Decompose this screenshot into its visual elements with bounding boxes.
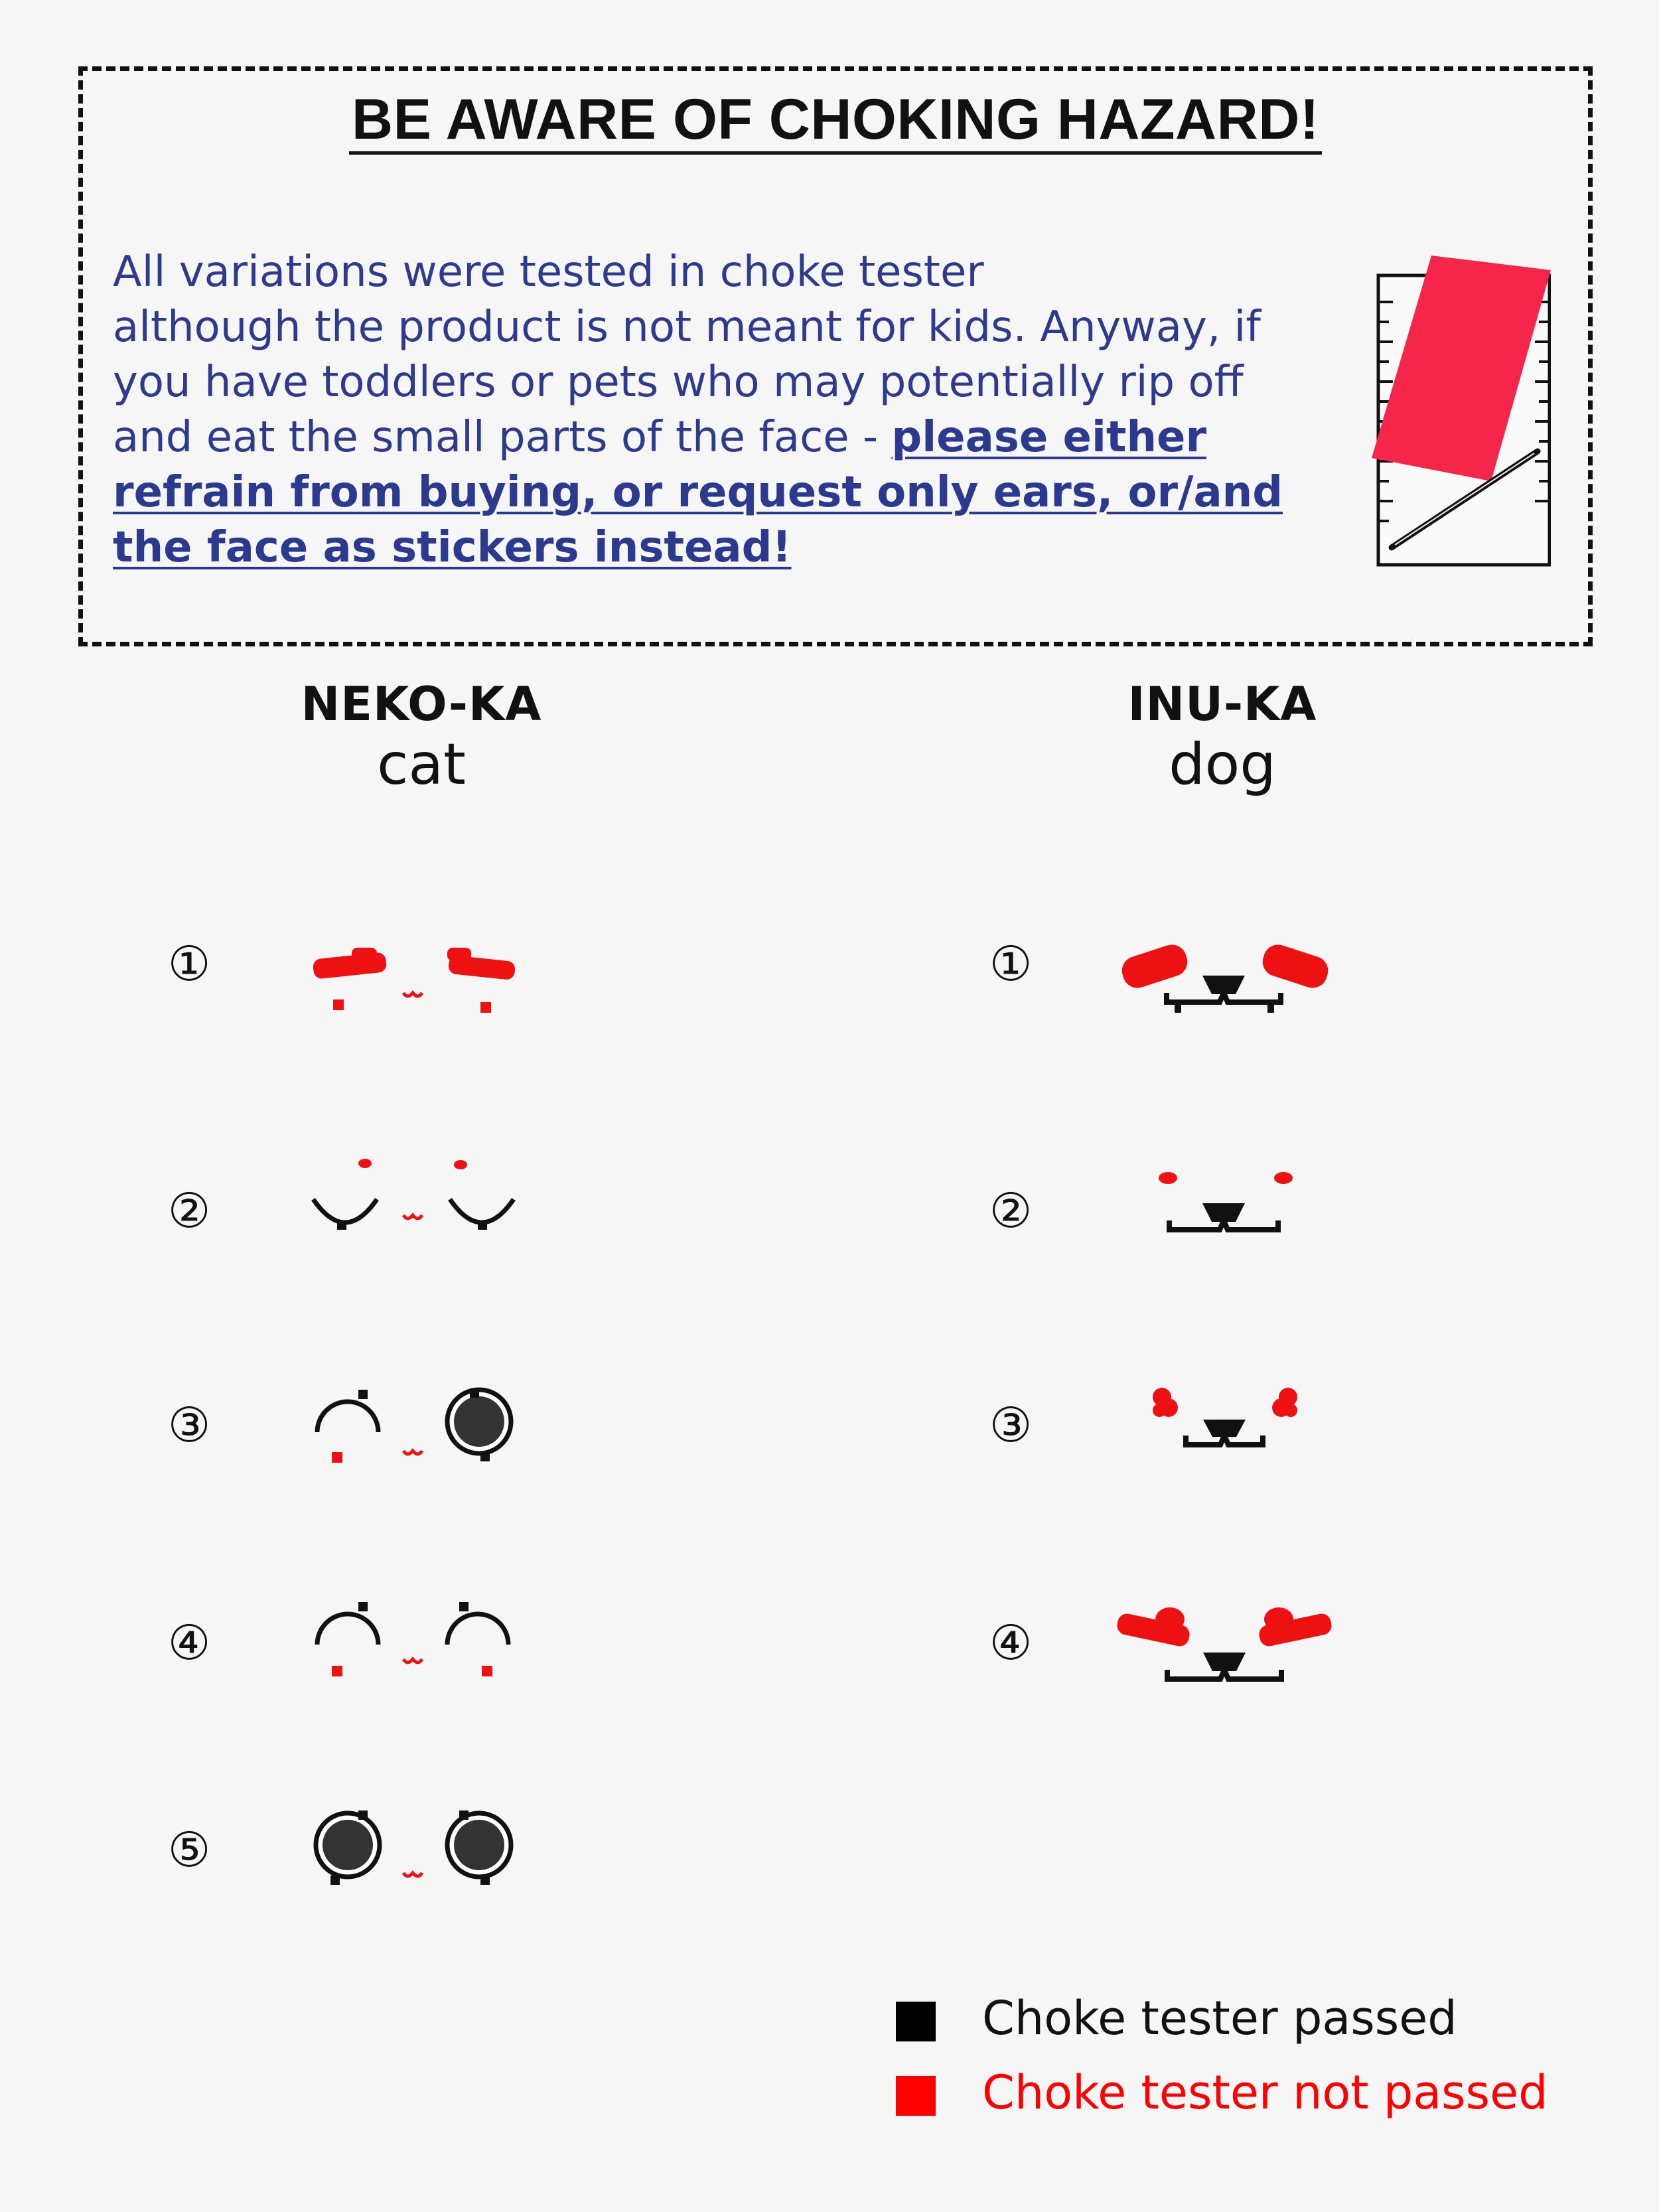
cat-name: NEKO-KA [301, 677, 542, 731]
dog-face-1 [1115, 929, 1334, 1029]
cat-face-4 [305, 1593, 518, 1686]
dog-face-2 [1121, 1165, 1327, 1251]
dog-variant-number-4: ④ [989, 1615, 1033, 1670]
legend-passed-label: Choke tester passed [982, 1991, 1457, 2045]
dog-variant-number-2: ② [989, 1183, 1033, 1238]
dog-subtitle: dog [1169, 731, 1276, 798]
notice-title-wrap [83, 87, 1588, 153]
dog-face-3 [1131, 1377, 1317, 1463]
notice-body [113, 245, 1413, 575]
notice-line-5-emphasis: refrain from buying, or request only ears, or/and [113, 468, 1283, 517]
notice-line-6-emphasis: the face as stickers instead! [113, 523, 792, 572]
cat-subtitle: cat [377, 731, 466, 798]
dog-variant-number-3: ③ [989, 1397, 1033, 1453]
dog-name: INU-KA [1127, 677, 1317, 731]
cat-variant-number-1: ① [167, 936, 211, 992]
notice-line-4-plain: and eat the small parts of the face - [113, 413, 892, 462]
cat-face-2 [305, 1151, 518, 1244]
cat-face-3 [305, 1380, 518, 1473]
cat-variant-number-4: ④ [167, 1615, 211, 1670]
legend-passed-swatch [896, 2002, 936, 2041]
notice-title: BE AWARE OF CHOKING HAZARD! [349, 88, 1322, 155]
cat-column-heading [222, 677, 620, 798]
choke-tester-icon [1358, 256, 1551, 567]
dog-column-heading [1023, 677, 1421, 798]
notice-line-3: you have toddlers or pets who may potentially rip off [113, 358, 1244, 407]
legend-passed [896, 1991, 1493, 2044]
legend-not-passed [896, 2065, 1559, 2118]
cat-face-1 [305, 936, 518, 1022]
notice-line-4 [113, 410, 1413, 465]
notice-line-1: All variations were tested in choke tester [113, 248, 984, 297]
cat-variant-number-2: ② [167, 1183, 211, 1238]
legend-not-passed-label: Choke tester not passed [982, 2065, 1548, 2120]
dog-face-4 [1112, 1593, 1337, 1692]
dog-variant-number-1: ① [989, 936, 1033, 992]
cat-variant-number-5: ⑤ [167, 1822, 211, 1878]
notice-line-2: although the product is not meant for kids. Anyway, if [113, 303, 1261, 352]
cat-variant-number-3: ③ [167, 1397, 211, 1453]
choking-hazard-notice [78, 66, 1593, 646]
notice-line-4-emphasis: please either [891, 413, 1206, 462]
cat-face-5 [305, 1799, 518, 1891]
legend-not-passed-swatch [896, 2076, 936, 2116]
